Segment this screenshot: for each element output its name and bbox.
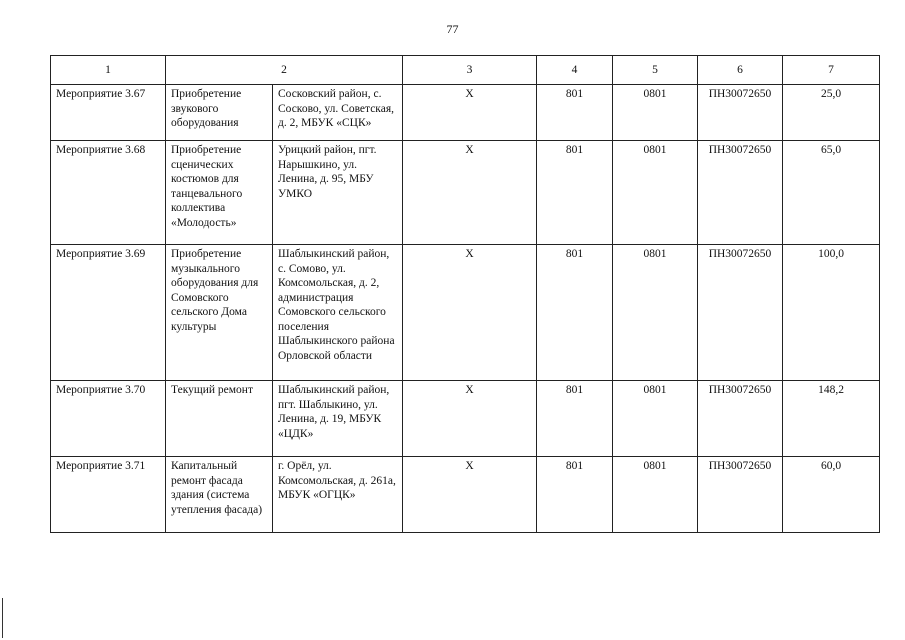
col3-cell: Х	[403, 85, 537, 141]
col4-cell: 801	[537, 85, 613, 141]
amount-cell: 25,0	[783, 85, 880, 141]
address-cell: Шаблыкинский район, пгт. Шаблыкино, ул. Ленина, д. 19, МБУК «ЦДК»	[273, 381, 403, 457]
col5-cell: 0801	[613, 245, 698, 381]
description-cell: Приобретение сценических костюмов для танцевального коллектива «Молодость»	[166, 141, 273, 245]
description-cell: Приобретение музыкального оборудования для Сомовского сельского Дома культуры	[166, 245, 273, 381]
col6-cell: ПН30072650	[698, 245, 783, 381]
page-number: 77	[446, 22, 459, 36]
amount-cell: 100,0	[783, 245, 880, 381]
header-col-6: 6	[698, 56, 783, 85]
event-cell: Мероприятие 3.69	[51, 245, 166, 381]
col5-cell: 0801	[613, 85, 698, 141]
event-cell: Мероприятие 3.67	[51, 85, 166, 141]
header-col-7: 7	[783, 56, 880, 85]
col6-cell: ПН30072650	[698, 141, 783, 245]
col4-cell: 801	[537, 245, 613, 381]
header-col-2: 2	[166, 56, 403, 85]
description-cell: Приобретение звукового оборудования	[166, 85, 273, 141]
header-col-3: 3	[403, 56, 537, 85]
budget-table	[50, 55, 880, 533]
table-row	[51, 85, 880, 141]
event-cell: Мероприятие 3.68	[51, 141, 166, 245]
header-col-5: 5	[613, 56, 698, 85]
description-cell: Текущий ремонт	[166, 381, 273, 457]
col5-cell: 0801	[613, 141, 698, 245]
address-cell: Шаблыкинский район, с. Сомово, ул. Комсомольская, д. 2, администрация Сомовского сельского поселения Шаблыкинского района Орловской области	[273, 245, 403, 381]
amount-cell: 65,0	[783, 141, 880, 245]
header-col-1: 1	[51, 56, 166, 85]
address-cell: Сосковский район, с. Сосково, ул. Советская, д. 2, МБУК «СЦК»	[273, 85, 403, 141]
col5-cell: 0801	[613, 381, 698, 457]
table-row	[51, 141, 880, 245]
col6-cell: ПН30072650	[698, 85, 783, 141]
address-cell: г. Орёл, ул. Комсомольская, д. 261а, МБУК «ОГЦК»	[273, 457, 403, 533]
header-col-4: 4	[537, 56, 613, 85]
col3-cell: Х	[403, 381, 537, 457]
table-row	[51, 381, 880, 457]
scan-edge-line	[2, 598, 3, 638]
col3-cell: Х	[403, 245, 537, 381]
col3-cell: Х	[403, 141, 537, 245]
amount-cell: 60,0	[783, 457, 880, 533]
table-row	[51, 457, 880, 533]
col4-cell: 801	[537, 381, 613, 457]
col5-cell: 0801	[613, 457, 698, 533]
description-cell: Капитальный ремонт фасада здания (система утепления фасада)	[166, 457, 273, 533]
event-cell: Мероприятие 3.71	[51, 457, 166, 533]
col4-cell: 801	[537, 141, 613, 245]
col3-cell: Х	[403, 457, 537, 533]
col6-cell: ПН30072650	[698, 381, 783, 457]
address-cell: Урицкий район, пгт. Нарышкино, ул. Ленина, д. 95, МБУ УМКО	[273, 141, 403, 245]
col6-cell: ПН30072650	[698, 457, 783, 533]
col4-cell: 801	[537, 457, 613, 533]
event-cell: Мероприятие 3.70	[51, 381, 166, 457]
header-row	[51, 56, 880, 85]
amount-cell: 148,2	[783, 381, 880, 457]
table-row	[51, 245, 880, 381]
